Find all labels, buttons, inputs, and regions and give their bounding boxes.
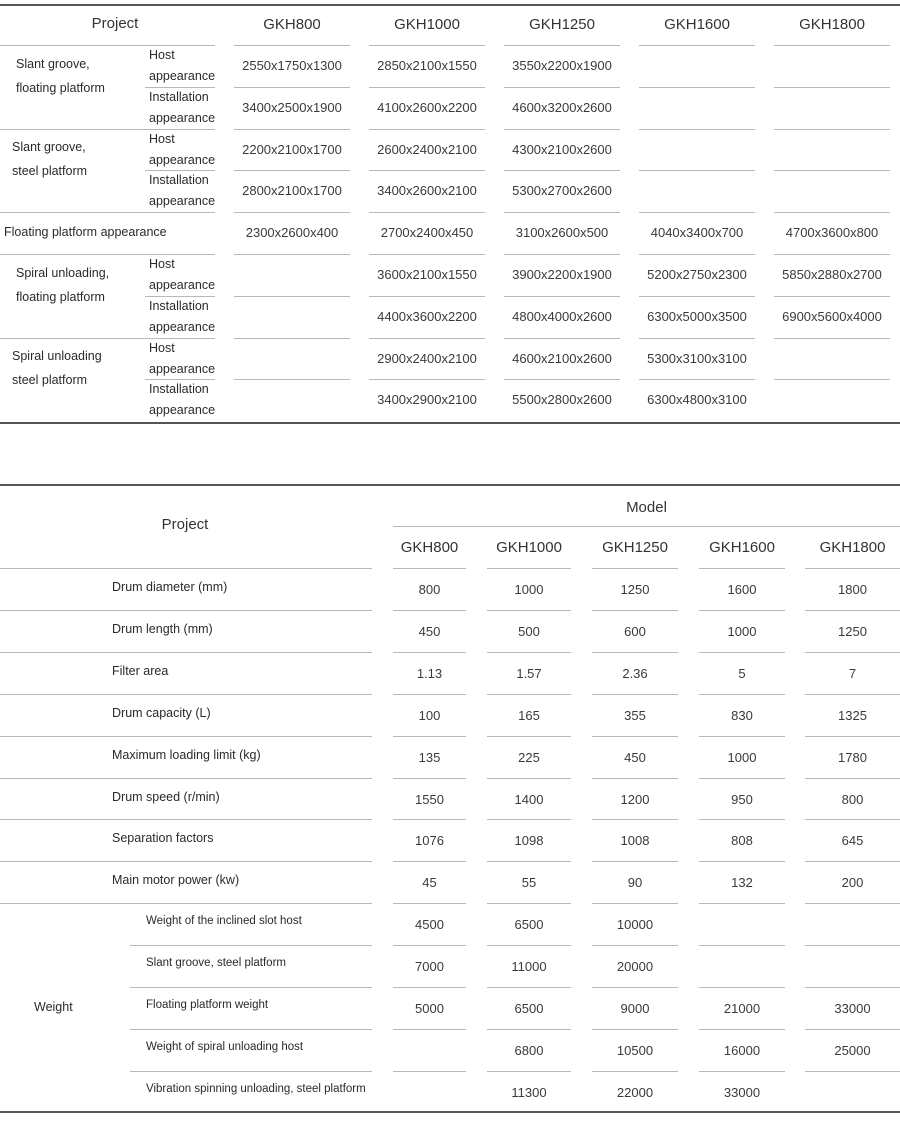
divider [130,987,372,988]
divider [0,778,372,779]
divider [639,296,755,297]
spec-label: Drum diameter (mm) [112,580,228,594]
divider [487,1029,571,1030]
divider [639,212,755,213]
divider [774,296,890,297]
divider [699,861,785,862]
spec-value: 5 [738,665,746,681]
spec-value: 45 [422,875,437,891]
weight-value: 6500 [514,1001,544,1016]
divider [145,170,215,171]
model-header: GKH800 [263,16,321,33]
sub-label: Installation [149,173,209,188]
cell-value: 4400x3600x2200 [377,308,477,324]
spec-value: 600 [624,623,646,639]
cell-value: 6300x4800x3100 [647,392,747,408]
divider [369,170,485,171]
weight-value: 7000 [415,959,444,975]
divider [639,170,755,171]
spec-value: 1.13 [416,665,443,681]
group-label: steel platform [12,373,88,388]
spec-value: 1000 [727,749,757,765]
sub-label: Host [149,340,175,355]
divider [234,296,350,297]
spec-value: 135 [418,749,441,765]
spec-value: 100 [418,707,441,723]
divider [504,129,620,130]
divider [592,987,678,988]
cell-value: 4800x4000x2600 [512,308,612,324]
divider [0,652,372,653]
divider [487,610,571,611]
divider [369,296,485,297]
spec-value: 450 [624,749,646,765]
cell-value: 2700x2400x450 [380,225,474,241]
model-column-header: GKH800 [400,539,459,556]
divider [0,4,900,6]
divider [805,568,900,569]
sub-label: appearance [149,319,216,334]
divider [504,212,620,213]
divider [592,778,678,779]
divider [699,1029,785,1030]
cell-value: 4600x2100x2600 [512,350,612,366]
divider [487,568,571,569]
divider [805,1029,900,1030]
divider [369,379,485,380]
divider [699,819,785,820]
divider [393,819,466,820]
weight-value: 21000 [723,1001,761,1016]
spec-value: 645 [841,833,864,849]
sub-label: appearance [149,69,216,83]
divider [0,129,215,130]
group-label: Spiral unloading [12,349,102,364]
spec-value: 355 [624,707,646,723]
divider [487,778,571,779]
sub-label: appearance [149,403,216,418]
divider [0,819,372,820]
spec-value: 950 [731,791,753,807]
divider [805,610,900,611]
divider [774,254,890,255]
weight-value: 22000 [616,1084,654,1100]
spec-value: 1000 [514,582,544,597]
weight-item-label: Weight of the inclined slot host [146,915,302,928]
divider [0,568,372,569]
spec-label: Drum capacity (L) [112,705,211,720]
cell-value: 2600x2400x2100 [377,141,477,157]
cell-value: 2200x2100x1700 [242,141,342,157]
divider [774,170,890,171]
sub-label: appearance [149,278,216,292]
cell-value: 6300x5000x3500 [647,308,747,324]
cell-value: 3900x2200x1900 [512,266,612,282]
divider [699,736,785,737]
divider [805,778,900,779]
divider [699,568,785,569]
model-column-header: GKH1250 [602,539,668,556]
divider [592,568,678,569]
spec-value: 2.36 [622,665,648,681]
cell-value: 2850x2100x1550 [377,57,477,73]
sub-label: appearance [149,152,216,167]
weight-item-label: Slant groove, steel platform [146,957,286,970]
divider [592,1071,678,1072]
divider [0,422,900,424]
divider [774,129,890,130]
model-column-header: GKH1600 [709,539,775,556]
cell-value: 2800x2100x1700 [242,183,342,199]
divider [487,945,571,946]
weight-value: 10000 [616,917,654,933]
spec-value: 1076 [415,833,444,849]
divider [393,1029,466,1030]
weight-value: 5000 [415,1001,444,1016]
divider [0,45,215,46]
model-header: GKH1800 [799,16,865,33]
divider [487,861,571,862]
group-label: Slant groove, [16,56,90,71]
model-column-header: GKH1000 [496,539,562,556]
cell-value: 3600x2100x1550 [377,266,477,282]
spec-value: 200 [841,875,864,891]
spec-value: 1550 [415,791,444,807]
divider [369,129,485,130]
sub-label: appearance [149,361,216,376]
divider [774,212,890,213]
divider [805,945,900,946]
divider [639,338,755,339]
model-header: GKH1250 [529,16,595,33]
divider [234,212,350,213]
divider [487,652,571,653]
divider [234,87,350,88]
divider [393,526,900,527]
divider [369,212,485,213]
divider [699,778,785,779]
divider [592,861,678,862]
cell-value: 5300x2700x2600 [512,183,612,199]
divider [393,694,466,695]
divider [774,379,890,380]
spec-value: 1250 [620,582,650,597]
project-header: Project [91,15,139,32]
divider [774,87,890,88]
divider [699,945,785,946]
divider [393,1071,466,1072]
sub-label: Installation [149,382,209,397]
divider [369,254,485,255]
divider [487,736,571,737]
divider [234,338,350,339]
divider [592,652,678,653]
sub-label: Installation [149,89,209,104]
model-header: Model [626,499,667,516]
cell-value: 2900x2400x2100 [377,350,477,366]
divider [393,861,466,862]
divider [393,736,466,737]
cell-value: 6900x5600x4000 [782,308,882,324]
cell-value: 3100x2600x500 [515,225,609,241]
spec-label: Maximum loading limit (kg) [112,747,261,762]
divider [805,819,900,820]
sub-label: Host [149,131,175,146]
divider [369,338,485,339]
cell-value: 5500x2800x2600 [512,392,612,408]
cell-value: 4100x2600x2200 [377,99,477,115]
weight-value: 11000 [511,959,547,975]
spec-value: 1600 [727,582,757,597]
spec-value: 7 [848,665,857,681]
divider [805,861,900,862]
weight-item-label: Weight of spiral unloading host [146,1040,304,1053]
cell-value: 3400x2500x1900 [242,99,342,115]
divider [0,212,215,213]
spec-label: Drum speed (r/min) [112,789,220,804]
divider [639,379,755,380]
divider [805,1071,900,1072]
sub-label: Installation [149,298,209,313]
divider [145,379,215,380]
cell-value: 3400x2600x2100 [377,183,477,199]
divider [369,87,485,88]
divider [592,819,678,820]
divider [393,903,466,904]
divider [504,379,620,380]
divider [504,254,620,255]
spec-value: 450 [418,623,441,639]
divider [639,87,755,88]
divider [699,652,785,653]
divider [487,819,571,820]
divider [805,694,900,695]
model-header: GKH1600 [664,16,730,33]
cell-value: 3400x2900x2100 [377,392,477,408]
weight-value: 25000 [834,1042,871,1058]
divider [805,652,900,653]
spec-value: 225 [518,749,540,765]
spec-value: 800 [841,791,864,807]
group-label: Spiral unloading, [16,265,110,280]
divider [0,903,372,904]
divider [774,338,890,339]
spec-label: Drum length (mm) [112,621,213,636]
cell-value: 4600x3200x2600 [512,99,612,115]
divider [592,1029,678,1030]
model-header: GKH1000 [394,16,460,33]
divider [234,45,350,46]
spec-value: 808 [731,833,753,849]
group-label: Floating platform appearance [4,225,167,240]
sub-label: Host [149,257,175,271]
group-label: floating platform [16,80,105,95]
weight-item-label: Floating platform weight [146,999,269,1011]
divider [393,610,466,611]
divider [504,45,620,46]
divider [592,945,678,946]
weight-label: Weight [34,999,73,1014]
divider [393,652,466,653]
group-label: floating platform [16,289,105,304]
spec-value: 1098 [514,833,544,849]
divider [393,945,466,946]
divider [504,87,620,88]
divider [234,170,350,171]
spec-value: 800 [418,582,441,597]
spec-label: Main motor power (kw) [112,873,240,888]
divider [592,903,678,904]
cell-value: 2300x2600x400 [245,225,339,241]
weight-value: 10500 [616,1042,654,1058]
divider [369,45,485,46]
cell-value: 5300x3100x3100 [647,350,747,366]
divider [592,736,678,737]
spec-value: 165 [518,707,540,723]
group-label: steel platform [12,164,88,179]
divider [592,610,678,611]
cell-value: 3550x2200x1900 [512,57,612,73]
spec-value: 1400 [514,791,544,807]
divider [699,903,785,904]
weight-value: 9000 [620,1001,650,1016]
weight-value: 11300 [511,1084,547,1100]
divider [234,254,350,255]
model-column-header: GKH1800 [819,539,886,556]
divider [145,87,215,88]
sub-label: appearance [149,194,216,209]
spec-value: 1325 [838,707,867,723]
spec-value: 830 [731,707,753,723]
spec-value: 90 [627,875,643,891]
weight-value: 6500 [514,917,544,933]
project-header: Project [161,516,209,533]
divider [639,45,755,46]
divider [639,254,755,255]
spec-value: 1250 [838,623,867,639]
cell-value: 4040x3400x700 [650,225,744,241]
spec-value: 1780 [838,749,867,765]
divider [699,1071,785,1072]
divider [805,987,900,988]
divider [0,254,215,255]
divider [130,1029,372,1030]
divider [487,987,571,988]
divider [699,694,785,695]
spec-value: 500 [518,623,540,639]
divider [145,296,215,297]
divider [805,903,900,904]
sub-label: appearance [149,110,216,125]
sub-label: Host [149,48,175,62]
divider [0,338,215,339]
weight-value: 6800 [514,1042,544,1058]
spec-label: Separation factors [112,831,214,846]
weight-value: 16000 [723,1042,761,1058]
group-label: Slant groove, [12,140,86,155]
weight-item-label: Vibration spinning unloading, steel platform [146,1082,366,1095]
spec-value: 132 [731,875,753,891]
weight-value: 20000 [616,959,654,975]
divider [234,129,350,130]
divider [504,170,620,171]
divider [393,568,466,569]
divider [0,484,900,486]
divider [504,338,620,339]
divider [130,1071,372,1072]
spec-label: Filter area [112,663,169,678]
divider [592,694,678,695]
spec-value: 1200 [620,791,650,807]
weight-value: 33000 [834,1001,871,1016]
spec-value: 1800 [838,582,867,597]
divider [487,1071,571,1072]
divider [699,987,785,988]
spec-value: 1008 [620,833,650,849]
divider [0,694,372,695]
divider [393,778,466,779]
divider [234,379,350,380]
divider [504,296,620,297]
divider [639,129,755,130]
spec-value: 55 [521,875,537,891]
divider [487,694,571,695]
divider [699,610,785,611]
cell-value: 5850x2880x2700 [782,266,882,282]
spec-value: 1.57 [516,665,542,681]
cell-value: 2550x1750x1300 [242,57,342,73]
weight-value: 33000 [723,1084,761,1100]
cell-value: 4700x3600x800 [785,225,879,241]
cell-value: 4300x2100x2600 [512,141,612,157]
weight-value: 4500 [415,917,444,933]
cell-value: 5200x2750x2300 [647,266,747,282]
divider [130,945,372,946]
divider [774,45,890,46]
divider [805,736,900,737]
divider [393,987,466,988]
divider [0,736,372,737]
spec-value: 1000 [727,623,757,639]
divider [0,1111,900,1113]
divider [0,610,372,611]
divider [487,903,571,904]
divider [0,861,372,862]
